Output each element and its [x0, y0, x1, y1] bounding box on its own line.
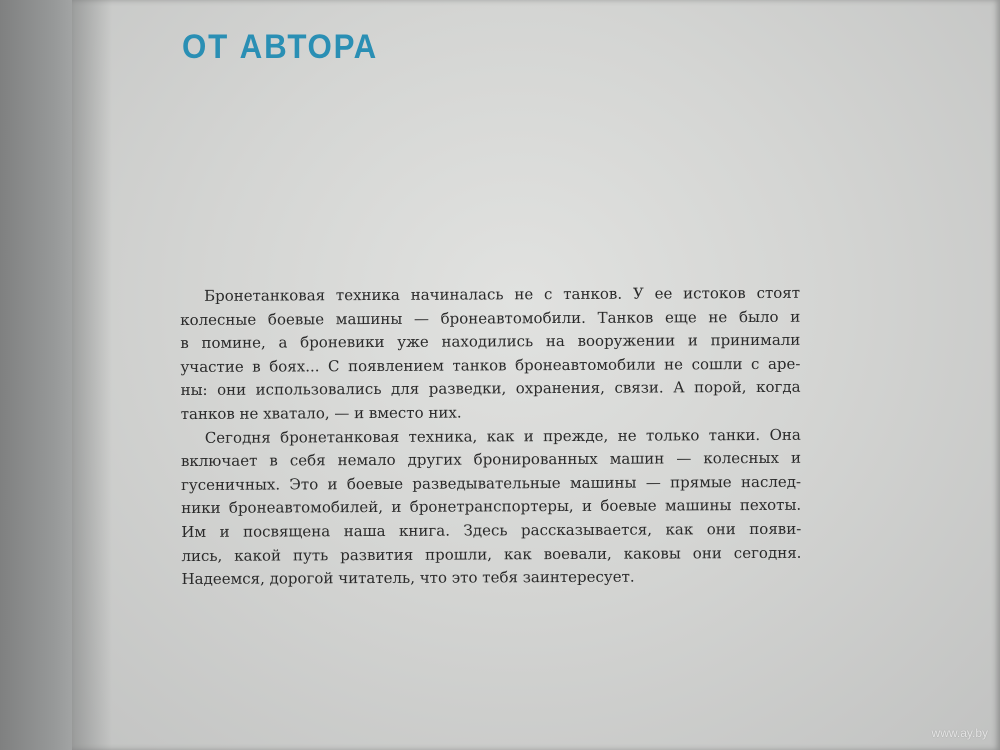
text-line: Им и посвящена наша книга. Здесь рассказывается, как они появи-: [181, 519, 802, 541]
page-heading: ОТ АВТОРА: [182, 28, 379, 66]
text-line: Надеемся, дорогой читатель, что это тебя заинтересует.: [181, 567, 635, 589]
text-line: Сегодня бронетанковая техника, как и прежде, не только танки. Она: [204, 425, 801, 447]
text-line: участие в боях... С появлением танков бронеавтомобили не сошли с аре-: [180, 354, 801, 376]
text-line: гусеничных. Это и боевые разведывательные машины — прямые наслед-: [180, 472, 802, 494]
text-line: включает в себя немало других бронированных машин — колесных и: [180, 448, 801, 471]
text-line: лись, какой путь развития прошли, как воевали, каковы они сегодня.: [181, 543, 802, 565]
text-line: в помине, а броневики уже находились на вооружении и принимали: [180, 330, 801, 353]
text-line: танков не хватало, — и вместо них.: [180, 403, 462, 423]
text-line: колесные боевые машины — бронеавтомобили. Танков еще не было и: [180, 307, 801, 329]
book-gutter: [0, 0, 78, 750]
text-line: Бронетанковая техника начиналась не с танков. У ее истоков стоят: [204, 283, 801, 305]
text-line: ники бронеавтомобилей, и бронетранспортеры, и боевые машины пехоты.: [181, 496, 802, 518]
body-text: [180, 282, 802, 592]
text-line: ны: они использовались для разведки, охранения, связи. А порой, когда: [180, 378, 801, 400]
watermark: www.ay.by: [931, 726, 988, 740]
